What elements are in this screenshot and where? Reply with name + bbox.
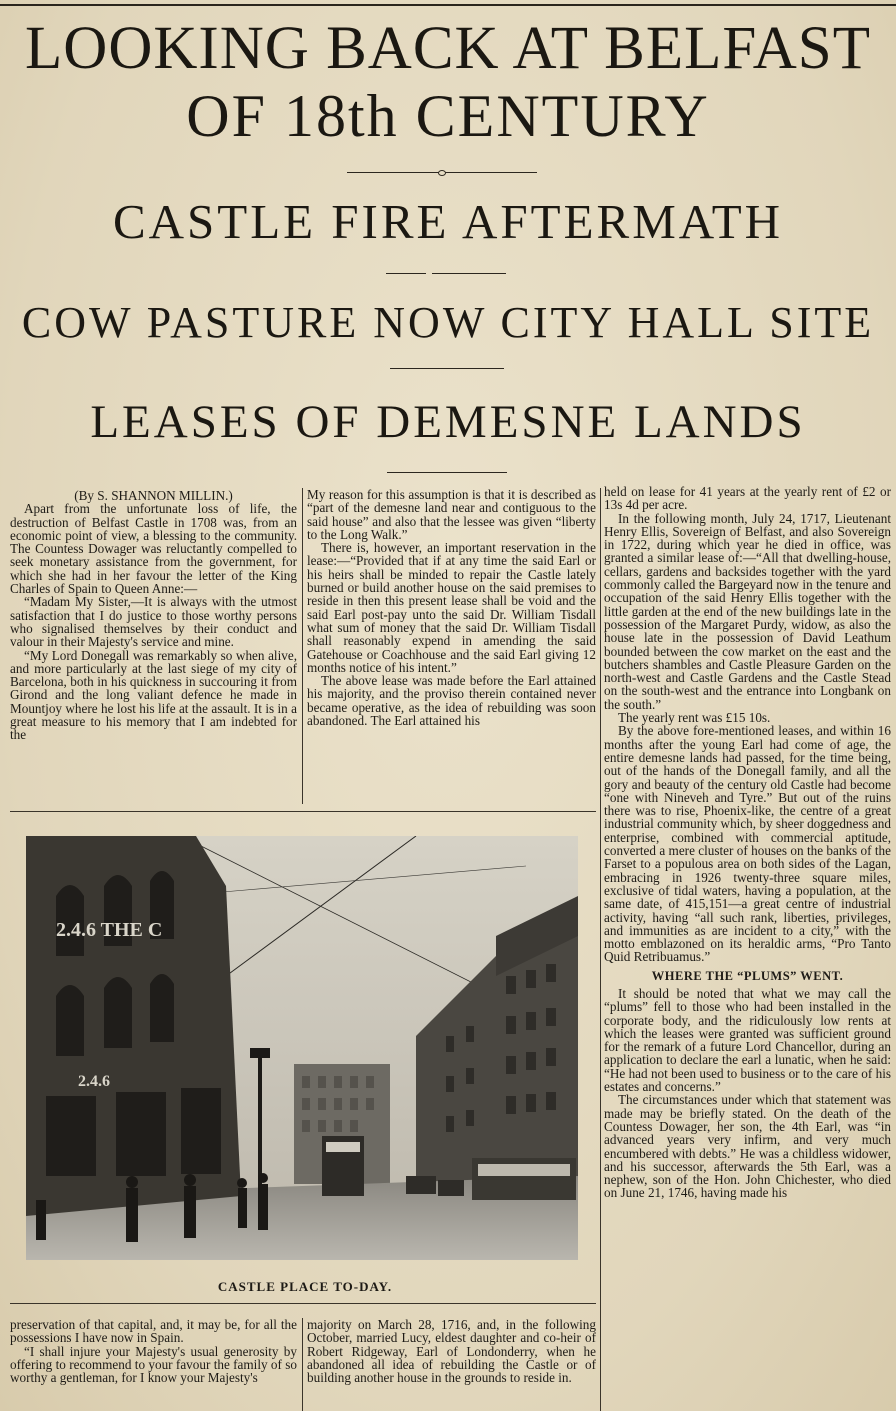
column-rule (302, 488, 303, 804)
column-rule (302, 1318, 303, 1411)
paragraph: The circumstances under which that statement was made may be briefly stated. On the death of the Countess Dowager, her son, the 4th Earl, was “in advanced years very infirm, and very much encumbered with debts.” He was a childless widower, and his successor, afterwards the 5th Earl, was a nephew, son of the Hon. John Chichester, who died on June 21, 1746, having made his (604, 1092, 891, 1201)
article-column-3 (604, 485, 891, 1411)
paragraph: It should be noted that what we may call the “plums” fell to those who had been installed in the corporate body, and the ridiculously low rents at which the leases were granted was sufficient ground for the remark of a future Lord Chancellor, during an application to declare the earl a lunatic, when he said: “He had not been used to business or to the care of his estates and concerns.” (604, 985, 891, 1095)
headline-line-5: LEASES OF DEMESNE LANDS (90, 396, 806, 448)
paragraph: In the following month, July 24, 1717, Lieutenant Henry Ellis, Sovereign of Belfast, and also Sovereign in 1722, during which year he died in office, was granted a similar lease of:—“All that dwelling-house, cellars, gardens and backsides together with the yard commonly called the Bargeyard now in the tenure and occupation of the said Henry Ellis together with the little garden at the end of the new buildings late in the possession of the Margaret Purdy, widow, as also the house late in the possession of David Leathum bounded between the cow market on the east and the butchers shambles and Castle Pleasure Garden on the north-west and Castle Gardens and the Castle Stead on the south-west and the entrance into Longbank on the south.” (604, 510, 891, 712)
dash-rule-a (386, 273, 426, 274)
headline-line-1: LOOKING BACK AT BELFAST (25, 15, 871, 82)
photo-illustration (26, 836, 578, 1260)
building-number: 2.4.6 (78, 1073, 110, 1090)
paragraph: “I shall injure your Majesty's usual generosity by offering to recommend to your favour the family of so worthy a gentleman, for I know your Majesty's (10, 1343, 297, 1386)
paragraph: “My Lord Donegall was remarkably so when alive, and more particularly at the last siege of my city of Barcelona, both in his quickness in succouring it from Girond and the long valiant defence he made in Mountjoy where he lost his life at the assault. It is in a great measure to his memory that I am indebted for the (10, 647, 297, 743)
paragraph: Apart from the unfortunate loss of life, the destruction of Belfast Castle in 1708 was, from an economic point of view, a blessing to the community. The Countess Dowager was reluctantly compelled to seek monetary assistance from the government, for which she had in her favour the letter of the King Charles of Spain to Queen Anne:— (10, 501, 297, 597)
paragraph: By the above fore-mentioned leases, and within 16 months after the young Earl had come of age, the entire demesne lands had passed, for the time being, out of the hands of the Donegall family, and all the gory and beauty of the century old Castle had become “one with Nineveh and Tyre.” But out of the ruins there was to rise, Phoenix-like, the centre of a great industrial community which, by sheer doggedness and enterprise, combined with commercial aptitude, converted a mere cluster of houses on the banks of the Farset to a populous area on both sides of the Lagan, embracing in 1926 twenty-three square miles, exclusive of tidal waters, having a population, at the same date, of 415,151—a great centre of industrial activity, having “all such rank, liberties, privileges, and immunities as are incident to a city,” with the motto emblazoned on its heraldic arms, “Pro Tanto Quid Retribuamus.” (604, 723, 891, 965)
photo-top-rule (10, 811, 596, 812)
column-rule (600, 488, 601, 1411)
article-column-1 (10, 489, 297, 795)
photo-caption: CASTLE PLACE TO-DAY. (217, 1279, 393, 1294)
headline-line-3: CASTLE FIRE AFTERMATH (112, 194, 784, 249)
headline-line-4: COW PASTURE NOW CITY HALL SITE (21, 298, 875, 347)
dash-rule-b (432, 273, 506, 274)
paragraph: “Madam My Sister,—It is always with the utmost satisfaction that I do justice to those worthy persons who signalised themselves by their conduct and valour in their Majesty's service and mine. (10, 594, 297, 650)
ornament-dot (438, 170, 446, 176)
top-border-rule (0, 4, 896, 6)
paragraph: My reason for this assumption is that it is described as “part of the demesne land near and contiguous to the said house” and also that the lessee was given “liberty to the Long Walk.” (307, 488, 596, 542)
paragraph: There is, however, an important reservation in the lease:—“Provided that if at any time the said Earl or his heirs shall be minded to repair the Castle lately burned or build another house on the said premises to reside in then this present lease shall be void and the said Earl post-pay unto the said Dr. William Tisdall what sum of money that the said Dr. William Tisdall shall reasonably expend in amending the said Gatehouse or Coachhouse and the said Earl giving 12 months notice of his intent.” (307, 540, 596, 675)
article-column-2 (307, 488, 596, 796)
caption-bottom-rule (10, 1303, 596, 1304)
divider-rule-2 (390, 368, 504, 369)
paragraph: majority on March 28, 1716, and, in the following October, married Lucy, eldest daughter and co-heir of Robert Ridgeway, Earl of Londonderry, when he abandoned all idea of rebuilding the Castle or of building another house in the grounds to reside in. (307, 1318, 596, 1386)
paragraph: held on lease for 41 years at the yearly rent of £2 or 13s 4d per acre. (604, 485, 891, 513)
article-column-1-continued (10, 1318, 297, 1411)
paragraph: The yearly rent was £15 10s. (618, 710, 771, 726)
byline: (By S. SHANNON MILLIN.) (74, 489, 233, 503)
building-sign: 2.4.6 THE C (56, 919, 163, 941)
paragraph: The above lease was made before the Earl attained his majority, and the proviso therein contained never became operative, as the idea of rebuilding was soon abandoned. The Earl attained his (307, 673, 596, 729)
street-photograph (26, 836, 578, 1260)
subhead: WHERE THE “PLUMS” WENT. (651, 968, 844, 983)
article-column-2-continued (307, 1318, 596, 1411)
paragraph: preservation of that capital, and, it may be, for all the possessions I have now in Spain. (10, 1318, 297, 1346)
headline-line-2: OF 18th CENTURY (186, 83, 710, 149)
divider-rule-3 (387, 472, 507, 473)
